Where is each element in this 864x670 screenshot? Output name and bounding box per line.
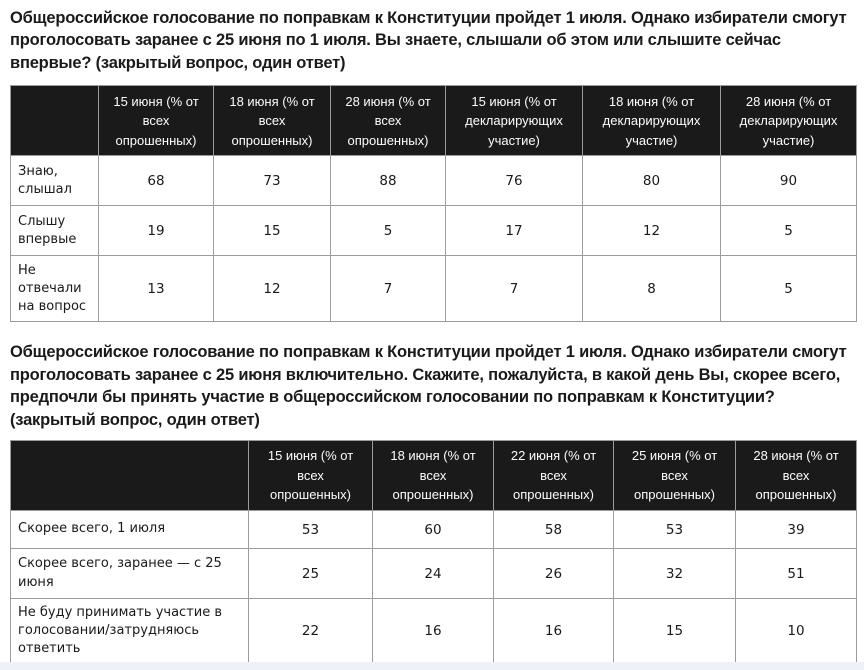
- value-cell: 5: [721, 256, 857, 322]
- row-label: Знаю, слышал: [11, 156, 99, 206]
- column-header: 28 июня (% от всех опрошенных): [331, 86, 446, 156]
- value-cell: 22: [249, 599, 373, 665]
- value-cell: 13: [99, 256, 214, 322]
- table-header-row: [11, 86, 857, 156]
- table-row: [11, 206, 857, 256]
- value-cell: 16: [373, 599, 494, 665]
- value-cell: 53: [249, 511, 373, 549]
- value-cell: 8: [583, 256, 721, 322]
- value-cell: 76: [446, 156, 583, 206]
- value-cell: 32: [614, 549, 736, 599]
- column-header: 25 июня (% от всех опрошенных): [614, 441, 736, 511]
- value-cell: 12: [583, 206, 721, 256]
- column-header: 22 июня (% от всех опрошенных): [494, 441, 614, 511]
- row-label: Скорее всего, заранее — с 25 июня: [11, 549, 249, 599]
- table-row: [11, 511, 857, 549]
- column-header: 18 июня (% от всех опрошенных): [373, 441, 494, 511]
- awareness-table: [10, 85, 857, 322]
- value-cell: 16: [494, 599, 614, 665]
- value-cell: 15: [614, 599, 736, 665]
- value-cell: 68: [99, 156, 214, 206]
- column-header: 28 июня (% от всех опрошенных): [736, 441, 857, 511]
- row-label: Не отвечали на вопрос: [11, 256, 99, 322]
- table-row: [11, 599, 857, 665]
- column-header: 18 июня (% от всех опрошенных): [214, 86, 331, 156]
- question-text-awareness: Общероссийское голосование по поправкам к Конституции пройдет 1 июля. Однако избиратели смогут проголосовать заранее с 25 июня по 1 июля. Вы знаете, слышали об этом или слышите сейчас впервые? (закрытый вопрос, один ответ): [10, 9, 847, 72]
- value-cell: 12: [214, 256, 331, 322]
- table-row: [11, 256, 857, 322]
- question-text-preferred-day: Общероссийское голосование по поправкам к Конституции пройдет 1 июля. Однако избиратели смогут проголосовать заранее с 25 июня включительно. Скажите, пожалуйста, в какой день Вы, скорее всего, предпочли бы принять участие в общероссийском голосовании по поправкам к Конституции? (закрытый вопрос, один ответ): [10, 343, 847, 429]
- page-bottom-strip: [0, 662, 864, 670]
- value-cell: 10: [736, 599, 857, 665]
- corner-cell: [11, 441, 249, 511]
- column-header: 15 июня (% от декларирующих участие): [446, 86, 583, 156]
- row-label: Не буду принимать участие в голосовании/затрудняюсь ответить: [11, 599, 249, 665]
- corner-cell: [11, 86, 99, 156]
- value-cell: 15: [214, 206, 331, 256]
- row-label: Слышу впервые: [11, 206, 99, 256]
- value-cell: 58: [494, 511, 614, 549]
- value-cell: 5: [331, 206, 446, 256]
- value-cell: 90: [721, 156, 857, 206]
- value-cell: 80: [583, 156, 721, 206]
- table-row: [11, 156, 857, 206]
- value-cell: 7: [331, 256, 446, 322]
- preferred-day-table: [10, 440, 857, 665]
- value-cell: 26: [494, 549, 614, 599]
- value-cell: 51: [736, 549, 857, 599]
- value-cell: 5: [721, 206, 857, 256]
- value-cell: 39: [736, 511, 857, 549]
- column-header: 28 июня (% от декларирующих участие): [721, 86, 857, 156]
- value-cell: 88: [331, 156, 446, 206]
- value-cell: 73: [214, 156, 331, 206]
- column-header: 18 июня (% от декларирующих участие): [583, 86, 721, 156]
- value-cell: 25: [249, 549, 373, 599]
- value-cell: 19: [99, 206, 214, 256]
- value-cell: 60: [373, 511, 494, 549]
- table-row: [11, 549, 857, 599]
- value-cell: 53: [614, 511, 736, 549]
- table-header-row: [11, 441, 857, 511]
- column-header: 15 июня (% от всех опрошенных): [249, 441, 373, 511]
- value-cell: 7: [446, 256, 583, 322]
- row-label: Скорее всего, 1 июля: [11, 511, 249, 549]
- value-cell: 17: [446, 206, 583, 256]
- column-header: 15 июня (% от всех опрошенных): [99, 86, 214, 156]
- value-cell: 24: [373, 549, 494, 599]
